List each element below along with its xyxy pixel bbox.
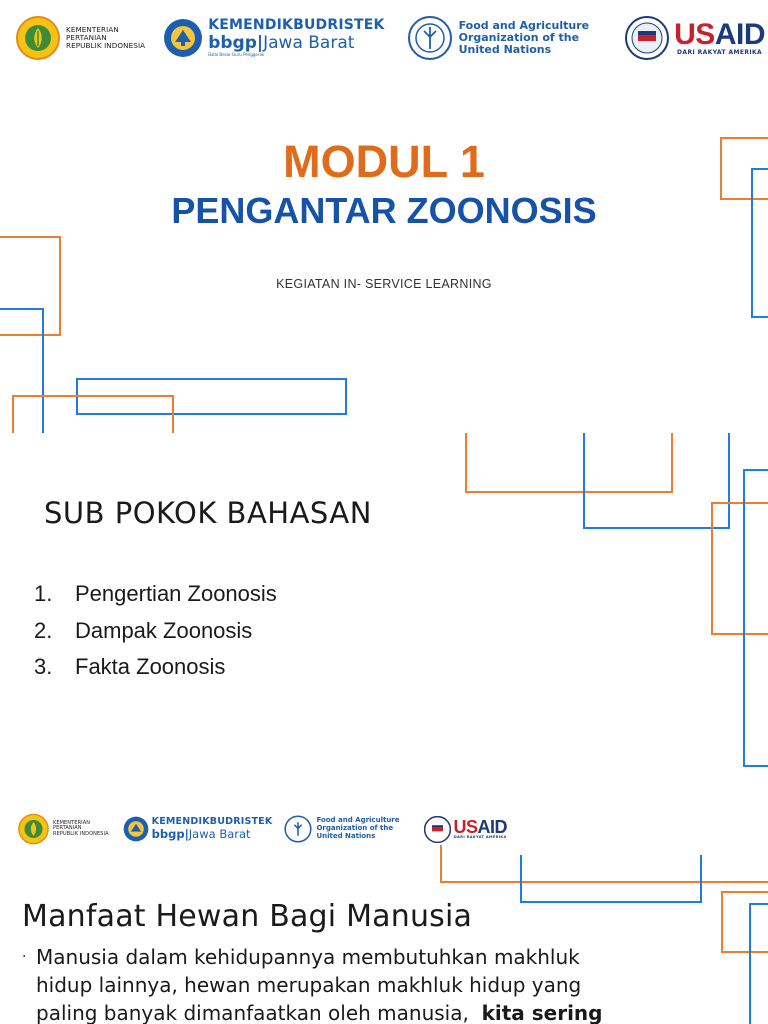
tut-wuri-handayani-icon (123, 816, 149, 842)
fao-line1: Food and Agriculture (458, 18, 590, 32)
decor-frame (583, 433, 730, 529)
usaid-logo (625, 16, 765, 60)
slide-2 (0, 433, 768, 785)
decor-frame (520, 855, 702, 903)
fao-emblem-icon (284, 815, 312, 843)
fao-line3: United Nations (458, 43, 552, 57)
slide-3 (0, 785, 768, 1024)
usaid-seal-icon (625, 16, 669, 60)
fao-logo (407, 15, 590, 61)
bbgp-region: Jawa Barat (263, 33, 355, 54)
bbgp-tagline: Balai Besar Guru Penggerak (208, 52, 265, 58)
logo-row-small (18, 813, 507, 845)
section-heading: Manfaat Hewan Bagi Manusia (22, 899, 473, 934)
bullet-marker: · (22, 949, 27, 965)
slide-1 (0, 0, 768, 433)
usaid-tagline: DARI RAKYAT AMERIKA (677, 48, 763, 56)
decor-frame (743, 469, 768, 767)
kemendikbud-logo: KEMENDIKBUDRISTEK bbgp|Jawa Barat Balai Besar Guru Penggerak (163, 18, 384, 58)
module-subtitle: PENGANTAR ZOONOSIS (171, 190, 597, 231)
body-paragraph (22, 943, 632, 1024)
section-heading: SUB POKOK BAHASAN (44, 496, 372, 530)
kemendikbud-name: KEMENDIKBUDRISTEK (208, 17, 385, 34)
list-item: 2. Dampak Zoonosis (34, 617, 253, 643)
list-item: 1. Pengertian Zoonosis (34, 581, 277, 606)
kementan-emblem-icon (16, 15, 60, 61)
module-caption: KEGIATAN IN- SERVICE LEARNING (276, 277, 492, 291)
list-item: 3. Fakta Zoonosis (34, 654, 226, 679)
usaid-logo: USAID DARI RAKYAT AMERIKA (424, 816, 508, 843)
body-text: Manusia dalam kehidupannya membutuhkan makhluk hidup lainnya, hewan merupakan makhluk hidup yang paling banyak dimanfaatkan oleh manusia, (36, 945, 582, 1024)
kementan-line2: PERTANIAN (66, 32, 107, 42)
kementan-line1: KEMENTERIAN (66, 24, 119, 34)
kementan-logo: KEMENTERIAN PERTANIAN REPUBLIK INDONESIA (18, 813, 109, 845)
usaid-word-aid: AID (714, 17, 765, 51)
kementan-line3: REPUBLIK INDONESIA (66, 41, 146, 51)
decor-frame (749, 903, 768, 1024)
kementan-emblem-icon (18, 813, 49, 845)
decor-frame (12, 395, 174, 433)
fao-logo: Food and Agriculture Organization of the United Nations (284, 815, 399, 843)
kemendikbud-logo: KEMENDIKBUDRISTEK bbgp|Jawa Barat (123, 816, 273, 842)
topic-list (34, 581, 277, 691)
kementan-logo (16, 15, 145, 61)
module-title: MODUL 1 (283, 136, 485, 187)
bbgp-brand: bbgp (208, 33, 257, 54)
tut-wuri-handayani-icon (163, 18, 203, 58)
fao-emblem-icon (407, 15, 453, 61)
body-text-bold: kita sering (481, 1001, 603, 1024)
usaid-word-us: US (674, 17, 715, 51)
fao-line2: Organization of the (458, 30, 580, 44)
usaid-seal-icon (424, 816, 451, 843)
logo-row (16, 15, 765, 61)
